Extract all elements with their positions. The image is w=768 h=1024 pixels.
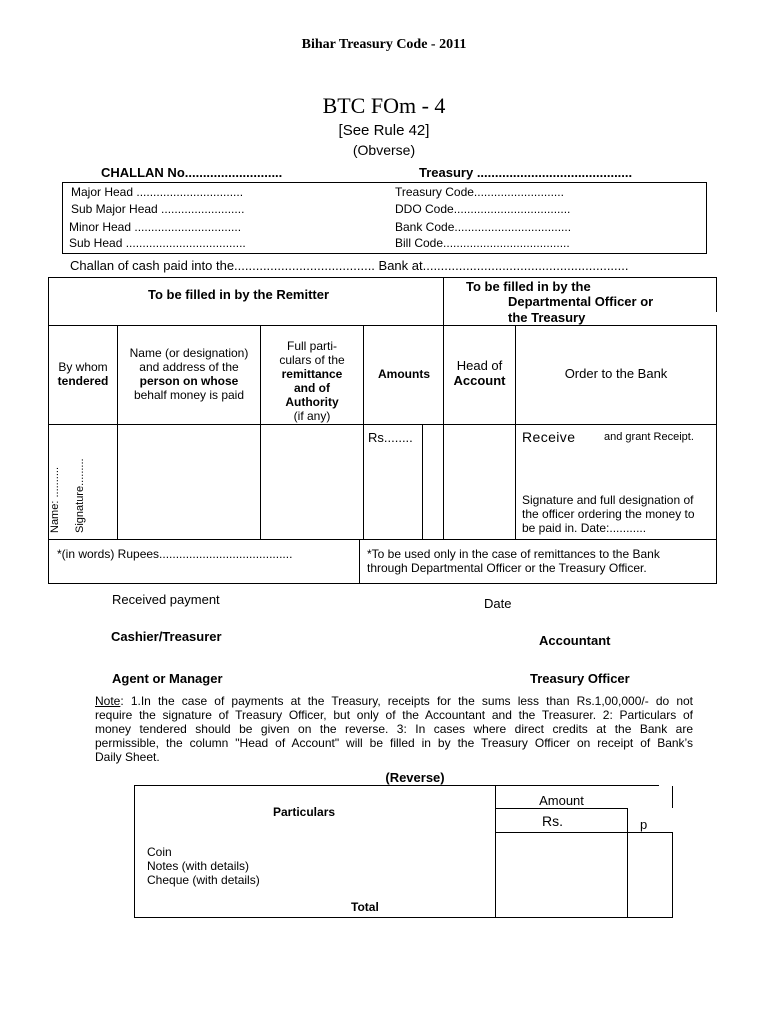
col-head-of-account: Head of Account <box>453 358 506 388</box>
treasury-officer: Treasury Officer <box>530 671 630 686</box>
bank-code: Bank Code................................... <box>395 220 572 234</box>
treasury-field: Treasury ........................................... <box>419 165 633 180</box>
remittance-note: *To be used only in the case of remittances to the Bank through Departmental Officer or the Treasury Officer. <box>367 547 660 575</box>
date-label: Date <box>484 596 512 611</box>
treasury-code: Treasury Code........................... <box>395 185 564 199</box>
rs-amount: Rs........ <box>368 430 413 445</box>
amount-in-words: *(in words) Rupees........................................ <box>57 547 293 561</box>
rule-reference: [See Rule 42] <box>338 122 430 139</box>
col-name-address: Name (or designation) and address of the person on whose behalf money is paid <box>129 346 249 402</box>
major-head: Major Head ................................ <box>71 185 244 199</box>
officer-header-line-2: Departmental Officer or <box>508 294 654 309</box>
grant-receipt: and grant Receipt. <box>604 431 694 443</box>
notes-item: Notes (with details) <box>147 859 250 873</box>
coin-item: Coin <box>147 845 172 859</box>
sub-head: Sub Head .................................... <box>69 236 246 250</box>
reverse-items <box>147 845 260 887</box>
cash-paid-line: Challan of cash paid into the....................................... Bank at......................................................... <box>70 258 629 273</box>
officer-header-line-3: the Treasury <box>508 310 586 325</box>
sub-major-head: Sub Major Head ......................... <box>71 202 245 216</box>
officer-header-line-1: To be filled in by the <box>466 279 591 294</box>
amount-header: Amount <box>539 793 584 808</box>
col-order-to-bank: Order to the Bank <box>564 366 668 381</box>
col-by-whom: By whom tendered <box>57 360 109 388</box>
reverse-title: (Reverse) <box>385 770 445 785</box>
received-payment: Received payment <box>112 592 220 607</box>
signature-rotated: Signature......... <box>74 458 86 533</box>
code-title: Bihar Treasury Code - 2011 <box>301 37 467 52</box>
note-label: Note <box>95 694 121 708</box>
cashier-treasurer: Cashier/Treasurer <box>111 629 222 644</box>
agent-manager: Agent or Manager <box>112 671 223 686</box>
obverse-label: (Obverse) <box>352 142 416 158</box>
total-label: Total <box>351 900 379 914</box>
p-header: p <box>640 817 648 832</box>
col-amounts: Amounts <box>378 367 430 381</box>
rs-header: Rs. <box>542 813 563 829</box>
col-particulars: Full parti- culars of the remittance and of Authority (if any) <box>279 339 345 423</box>
bill-code: Bill Code...................................... <box>395 236 570 250</box>
minor-head: Minor Head ................................ <box>69 220 242 234</box>
particulars-header: Particulars <box>273 805 336 819</box>
note-paragraph: Note: 1.In the case of payments at the Treasury, receipts for the sums less than Rs.1,00,000/- do not require the signature of Treasury Officer, but only of the Accountant and the Treasurer. 2: Particulars of money tendered should be given on the reverse. 3: In cases where direct credits at the Bank are permissible, the column "Head of Account" will be filled in by the Treasury Officer on receipt of Bank’s Daily Sheet. <box>95 694 693 764</box>
receive-label: Receive <box>522 429 576 445</box>
ddo-code: DDO Code................................... <box>395 202 571 216</box>
form-title: BTC FOm - 4 <box>322 93 446 118</box>
challan-number: CHALLAN No........................... <box>101 165 283 180</box>
cheque-item: Cheque (with details) <box>147 873 260 887</box>
accountant: Accountant <box>539 633 611 648</box>
name-rotated: Name: .......... <box>49 466 61 533</box>
remitter-header: To be filled in by the Remitter <box>148 287 330 302</box>
officer-signature-block: Signature and full designation of the officer ordering the money to be paid in. Date:........... <box>522 493 695 535</box>
